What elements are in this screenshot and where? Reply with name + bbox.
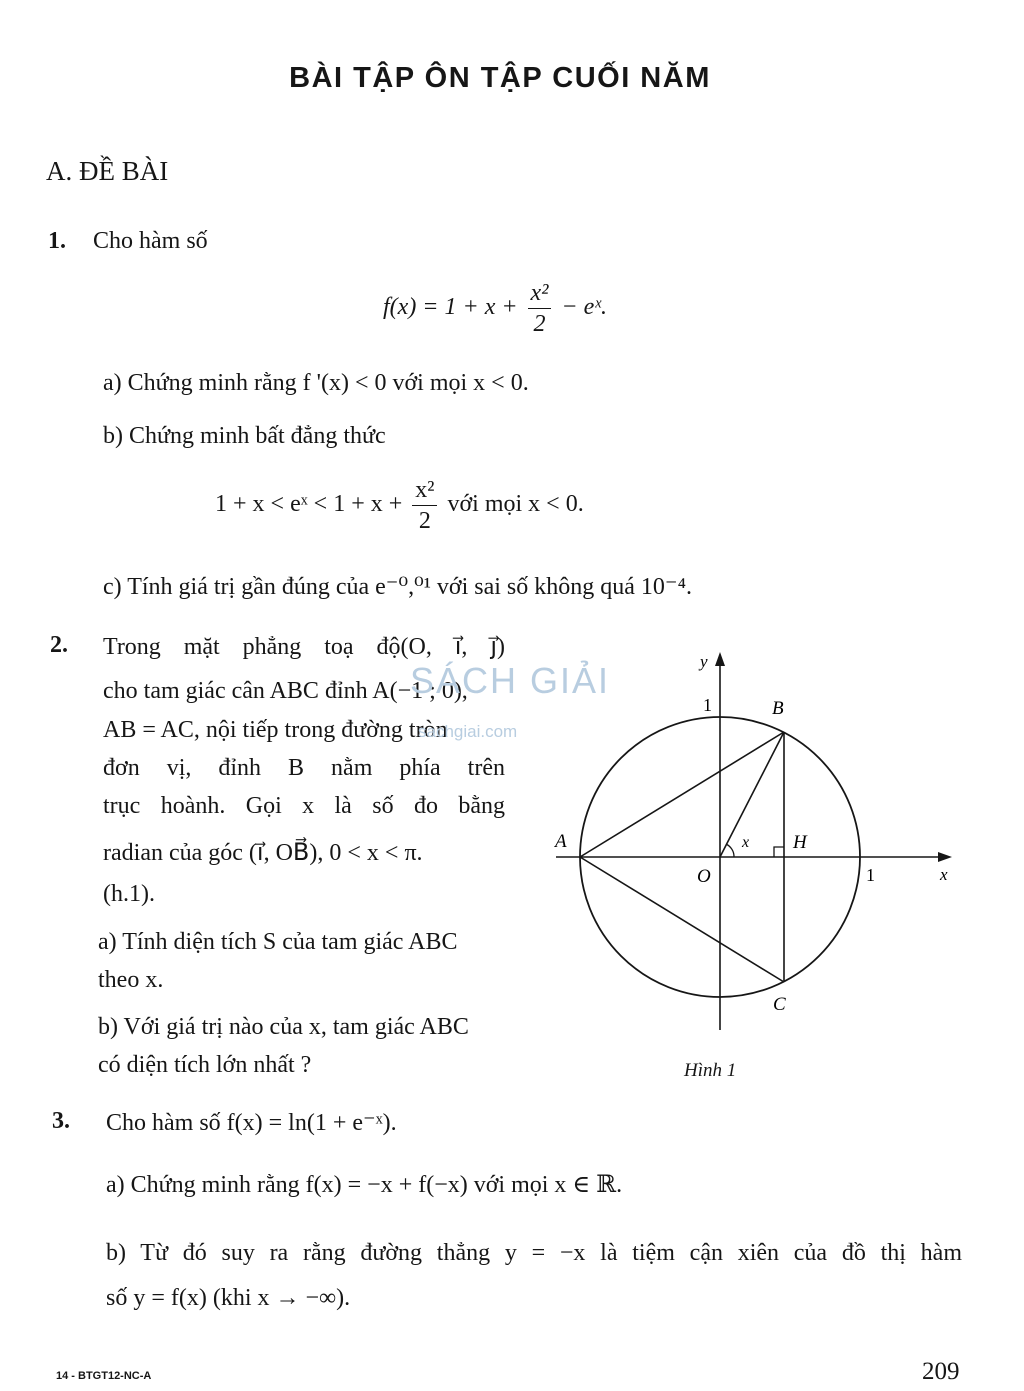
problem-1c: c) Tính giá trị gần đúng của e⁻⁰,⁰¹ với sai số không quá 10⁻⁴. [103,574,692,600]
label-H: H [793,832,807,853]
formula-denominator: 2 [533,311,546,337]
problem-3-intro: Cho hàm số f(x) = ln(1 + e⁻ˣ). [106,1110,397,1136]
label-O: O [697,866,711,887]
formula-lhs: f(x) = 1 + x + [383,294,524,321]
label-C: C [773,994,786,1015]
problem-3b-line-1: b) Từ đó suy ra rằng đường thẳng y = −x là tiệm cận xiên của đồ thị hàm [106,1240,962,1266]
angle-arc [726,844,734,857]
problem-2b-line-2: có diện tích lớn nhất ? [98,1052,312,1078]
figure-caption: Hình 1 [684,1060,737,1081]
problem-1-inequality [215,475,584,536]
formula-fraction [528,278,552,339]
y-axis-arrow-icon [715,652,725,666]
problem-2a-line-2: theo x. [98,967,164,993]
inequality-fraction [412,475,437,536]
right-angle-mark [774,847,784,857]
section-heading: A. ĐỀ BÀI [46,156,169,186]
label-angle-x: x [742,834,750,851]
problem-2-line-5: trục hoành. Gọi x là số đo bằng [103,793,505,819]
label-A: A [555,831,567,852]
problem-2-line-4: đơn vị, đỉnh B nằm phía trên [103,755,505,781]
segment-AB [580,732,784,857]
inequality-rhs: với mọi x < 0. [441,491,584,518]
page-number: 209 [922,1358,960,1385]
problem-3b-line-2: số y = f(x) (khi x → −∞). [106,1285,351,1311]
problem-2a-line-1: a) Tính diện tích S của tam giác ABC [98,929,458,955]
formula-rhs: − eˣ. [555,294,608,321]
problem-2-line-2: cho tam giác cân ABC đỉnh A(−1 ; 0), [103,678,468,704]
problem-2-line-1: Trong mặt phẳng toạ độ(O, i⃗, j⃗) [103,634,505,660]
problem-2-line-6: radian của góc (i⃗, OB⃗), 0 < x < π. [103,840,423,866]
segment-AC [580,857,784,982]
inequality-denominator: 2 [418,508,431,534]
watermark-site: sachgiai.com [418,722,518,741]
label-one-x: 1 [866,865,875,885]
problem-2b-line-1: b) Với giá trị nào của x, tam giác ABC [98,1014,469,1040]
problem-2-number: 2. [50,632,68,658]
problem-1-intro: Cho hàm số [93,228,208,254]
problem-1-number: 1. [48,228,66,254]
problem-3-number: 3. [52,1108,70,1134]
problem-2-line-3: AB = AC, nội tiếp trong đường tròn [103,717,448,743]
problem-1b: b) Chứng minh bất đẳng thức [103,423,386,449]
problem-1-formula [383,278,607,339]
formula-numerator: x² [528,278,552,309]
inequality-numerator: x² [412,475,437,506]
watermark-brand: SÁCH GIẢI [410,660,611,701]
unit-circle-figure [540,640,960,1040]
label-B: B [772,698,784,719]
label-one-y: 1 [703,695,712,715]
footer-code: 14 - BTGT12-NC-A [56,1370,152,1382]
inequality-lhs: 1 + x < eˣ < 1 + x + [215,491,409,518]
x-axis-arrow-icon [938,852,952,862]
problem-2-line-7: (h.1). [103,881,155,907]
label-x-axis: x [940,865,948,884]
label-y: y [700,652,708,671]
problem-1a: a) Chứng minh rằng f '(x) < 0 với mọi x < 0. [103,370,529,396]
page-title: BÀI TẬP ÔN TẬP CUỐI NĂM [289,62,711,94]
problem-3a: a) Chứng minh rằng f(x) = −x + f(−x) với mọi x ∈ ℝ. [106,1172,623,1198]
